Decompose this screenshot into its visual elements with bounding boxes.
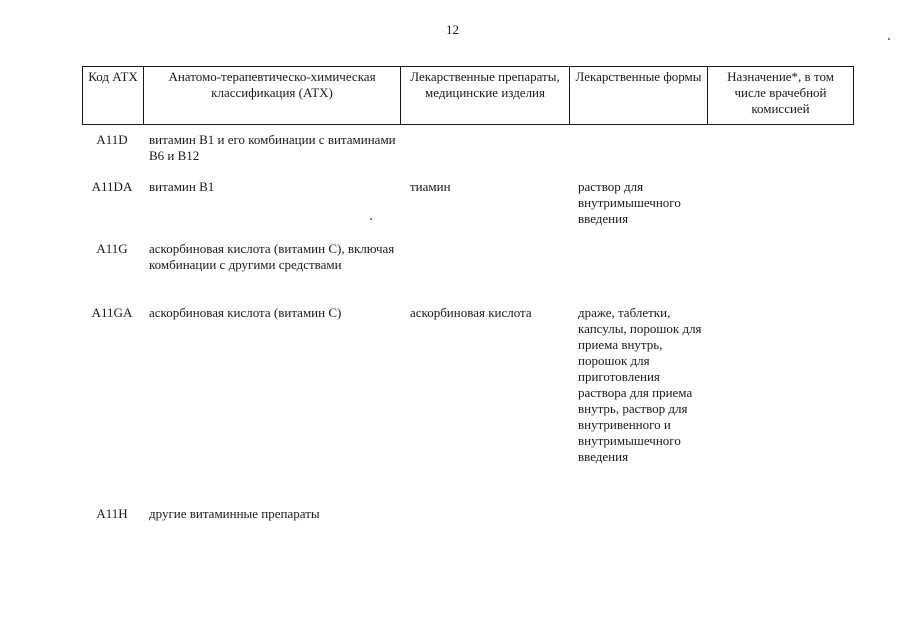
atc-classification: витамин В1 — [149, 179, 215, 194]
atc-classification: другие витаминные препараты — [149, 506, 320, 521]
atc-code: A11G — [96, 241, 128, 256]
header-row — [83, 67, 854, 125]
atc-classification: витамин В1 и его комбинации с витаминами В6 и В12 — [149, 132, 396, 163]
atc-code: A11D — [96, 132, 128, 147]
scan-speck — [370, 218, 372, 220]
atc-code: A11DA — [91, 179, 133, 194]
table-header — [82, 66, 854, 125]
header-drugs: Лекарственные препараты, медицинские изделия — [401, 67, 570, 125]
header-atc-code: Код АТХ — [83, 67, 144, 125]
dosage-forms: раствор для внутримышечного введения — [578, 179, 681, 226]
header-dosage-forms: Лекарственные формы — [570, 67, 708, 125]
header-atc-classification: Анатомо-терапевтическо-химическая классификация (АТХ) — [144, 67, 401, 125]
page-number: 12 — [446, 22, 459, 37]
atc-classification: аскорбиновая кислота (витамин С) — [149, 305, 342, 320]
header-prescription: Назначение*, в том числе врачебной комиссией — [708, 67, 854, 125]
scan-speck — [888, 38, 890, 40]
drug-name: аскорбиновая кислота — [410, 305, 532, 320]
atc-classification: аскорбиновая кислота (витамин С), включая комбинации с другими средствами — [149, 241, 395, 272]
dosage-forms: драже, таблетки, капсулы, порошок для приема внутрь, порошок для приготовления раствора для приема внутрь, раствор для внутривенного и внутримышечного введения — [578, 305, 702, 464]
drug-name: тиамин — [410, 179, 451, 194]
atc-code: A11GA — [91, 305, 133, 320]
atc-code: A11H — [96, 506, 128, 521]
